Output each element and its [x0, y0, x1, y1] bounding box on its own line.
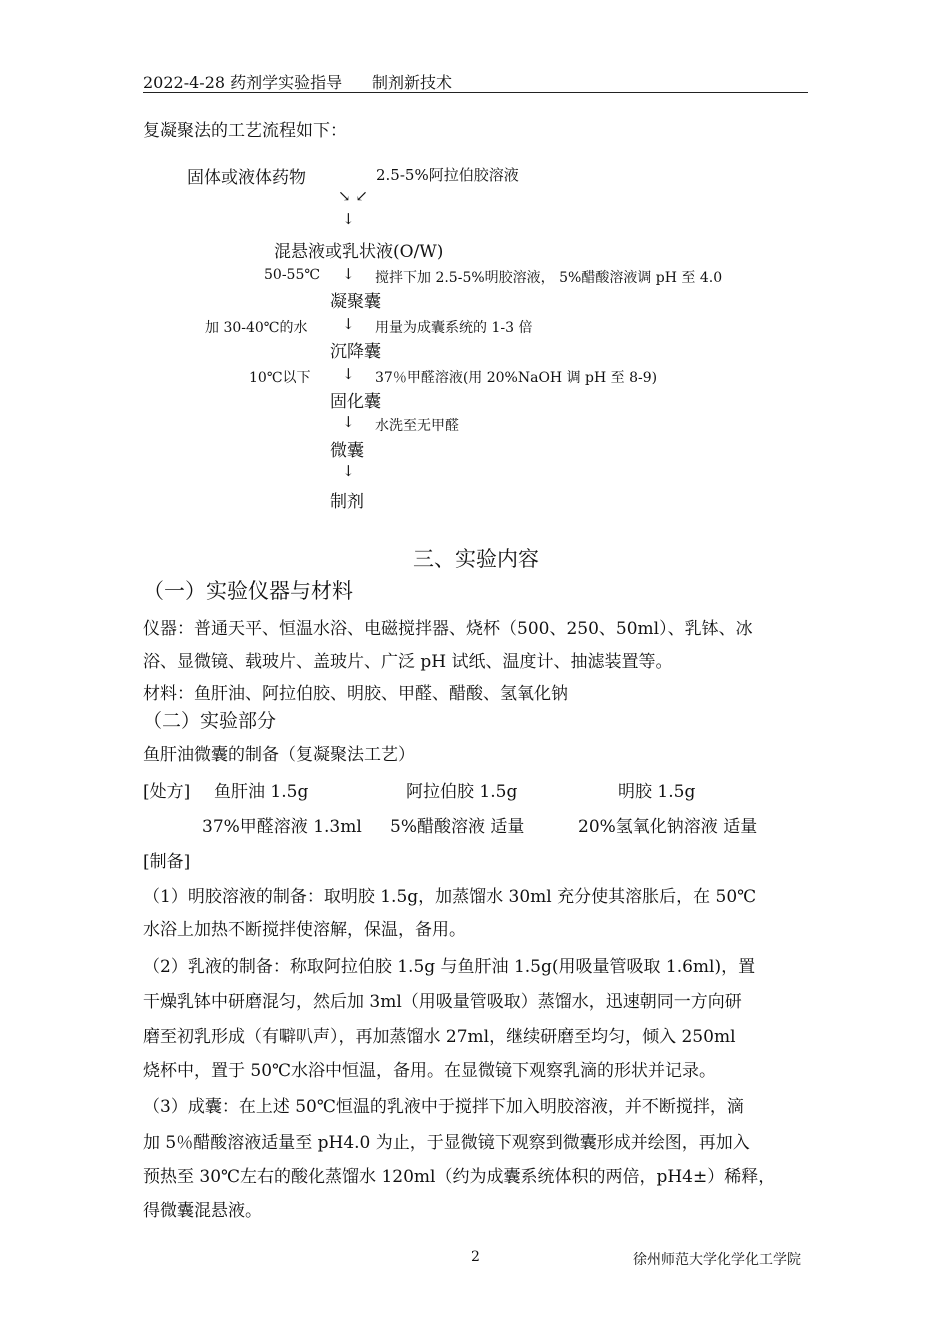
step-text: 得微囊混悬液。 [143, 1201, 262, 1221]
recipe-item: 20%氢氧化钠溶液 适量 [578, 817, 758, 837]
step-text: （1）明胶溶液的制备：取明胶 1.5g，加蒸馏水 30ml 充分使其溶胀后，在 50℃ [143, 887, 757, 907]
instruments-text: 仪器：普通天平、恒温水浴、电磁搅拌器、烧杯（500、250、50ml）、乳钵、冰 [143, 619, 753, 639]
recipe-item: 明胶 1.5g [618, 782, 696, 802]
flow-merge-arrows: ↘ ↙ [338, 187, 368, 205]
flow-input-drug: 固体或液体药物 [187, 168, 306, 188]
flow-arrow-down: ↓ [342, 413, 355, 431]
flow-emulsion: 混悬液或乳状液(O/W) [274, 242, 444, 262]
step-text: 干燥乳钵中研磨混匀，然后加 3ml（用吸量管吸取）蒸馏水，迅速朝同一方向研 [143, 992, 742, 1012]
flow-intro: 复凝聚法的工艺流程如下： [143, 121, 347, 141]
instruments-text: 浴、显微镜、载玻片、盖玻片、广泛 pH 试纸、温度计、抽滤装置等。 [143, 652, 673, 672]
recipe-item: 阿拉伯胶 1.5g [406, 782, 518, 802]
recipe-item: 鱼肝油 1.5g [214, 782, 309, 802]
step-text: 预热至 30℃左右的酸化蒸馏水 120ml（约为成囊系统体积的两倍，pH4±）稀释， [143, 1167, 776, 1187]
recipe-item: 37%甲醛溶液 1.3ml [202, 817, 362, 837]
flow-final-preparation: 制剂 [330, 492, 364, 512]
header-left: 2022-4-28 药剂学实验指导 [143, 73, 343, 92]
header-rule [143, 92, 808, 93]
recipe-label: [处方] [143, 782, 191, 802]
flow-step3-operation: 37％甲醛溶液(用 20%NaOH 调 pH 至 8-9) [375, 370, 658, 386]
flow-step4-operation: 水洗至无甲醛 [375, 418, 459, 434]
flow-step1-operation: 搅拌下加 2.5-5%明胶溶液， 5%醋酸溶液调 pH 至 4.0 [375, 270, 723, 286]
flow-capsule-settled: 沉降囊 [330, 342, 381, 362]
flow-step1-condition: 50-55℃ [264, 267, 321, 283]
flow-arrow-down: ↓ [342, 315, 355, 333]
step-text: 烧杯中，置于 50℃水浴中恒温，备用。在显微镜下观察乳滴的形状并记录。 [143, 1061, 717, 1081]
materials-text: 材料：鱼肝油、阿拉伯胶、明胶、甲醛、醋酸、氢氧化钠 [143, 684, 568, 704]
flow-capsule-coacervate: 凝聚囊 [330, 292, 381, 312]
recipe-item: 5%醋酸溶液 适量 [390, 817, 525, 837]
flow-capsule-cured: 固化囊 [330, 392, 381, 412]
flow-input-acacia: 2.5-5%阿拉伯胶溶液 [376, 166, 519, 184]
flow-step2-operation: 用量为成囊系统的 1-3 倍 [375, 320, 533, 336]
step-text: 水浴上加热不断搅拌使溶解，保温，备用。 [143, 920, 466, 940]
step-text: 磨至初乳形成（有噼叭声），再加蒸馏水 27ml，继续研磨至均匀，倾入 250ml [143, 1027, 736, 1047]
flow-arrow-down: ↓ [342, 210, 355, 228]
step-text: （2）乳液的制备：称取阿拉伯胶 1.5g 与鱼肝油 1.5g(用吸量管吸取 1.6ml)，置 [143, 957, 756, 977]
flow-arrow-down: ↓ [342, 265, 355, 283]
prep-label: [制备] [143, 852, 191, 872]
flow-step2-condition: 加 30-40℃的水 [205, 320, 308, 336]
prep-title: 鱼肝油微囊的制备（复凝聚法工艺） [143, 745, 415, 765]
header-right: 制剂新技术 [372, 73, 453, 92]
step-text: 加 5％醋酸溶液适量至 pH4.0 为止，于显微镜下观察到微囊形成并绘图，再加入 [143, 1133, 750, 1153]
page-number: 2 [471, 1249, 480, 1265]
flow-microcapsule: 微囊 [330, 441, 364, 461]
footer-institution: 徐州师范大学化学化工学院 [633, 1252, 801, 1268]
flow-arrow-down: ↓ [342, 462, 355, 480]
flow-step3-condition: 10℃以下 [249, 370, 311, 386]
subsection-title: （二）实验部分 [143, 710, 277, 732]
step-text: （3）成囊：在上述 50℃恒温的乳液中于搅拌下加入明胶溶液，并不断搅拌，滴 [143, 1097, 744, 1117]
subsection-title: （一）实验仪器与材料 [143, 579, 353, 603]
flow-arrow-down: ↓ [342, 365, 355, 383]
section-title: 三、实验内容 [413, 547, 539, 571]
